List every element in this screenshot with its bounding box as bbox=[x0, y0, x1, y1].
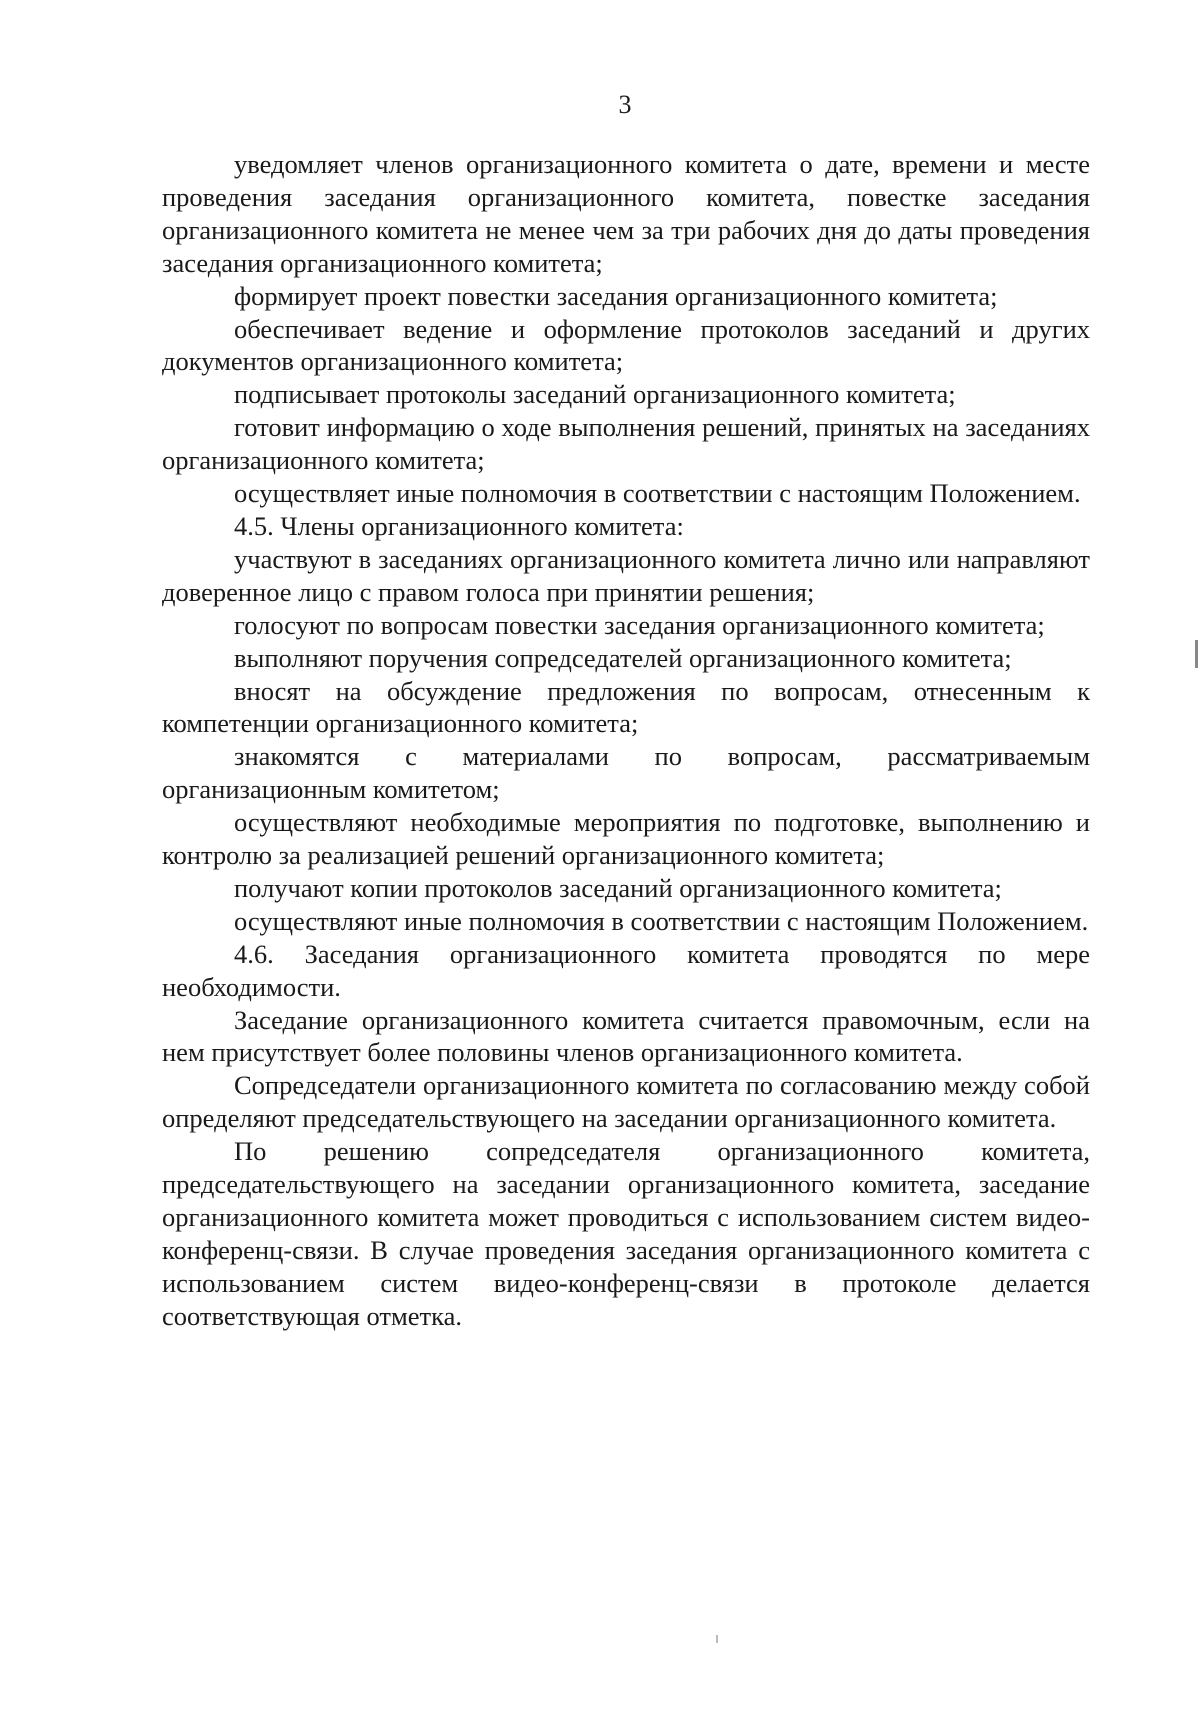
paragraph: Сопредседатели организационного комитета по согласованию между собой определяют председательствующего на заседании организационного комитета. bbox=[162, 1070, 1090, 1134]
paragraph: осуществляет иные полномочия в соответствии с настоящим Положением. bbox=[234, 478, 1081, 509]
paragraph: получают копии протоколов заседаний организационного комитета; bbox=[234, 872, 1002, 903]
scan-artifact bbox=[1195, 640, 1198, 668]
paragraph: знакомятся с материалами по вопросам, рассматриваемым организационным комитетом; bbox=[162, 741, 1090, 805]
section-4-6: 4.6. Заседания организационного комитета проводятся по мере необходимости. bbox=[162, 938, 1090, 1002]
scan-artifact bbox=[716, 1635, 718, 1643]
paragraph: вносят на обсуждение предложения по вопросам, отнесенным к компетенции организационного комитета; bbox=[162, 675, 1090, 739]
document-body bbox=[162, 148, 1090, 1333]
paragraph: осуществляют необходимые мероприятия по подготовке, выполнению и контролю за реализацией решений организационного комитета; bbox=[162, 807, 1090, 871]
paragraph: формирует проект повестки заседания организационного комитета; bbox=[234, 280, 998, 311]
paragraph: уведомляет членов организационного комитета о дате, времени и месте проведения заседания организационного комитета, повестке заседания организационного комитета не менее чем за три рабочих дня до даты проведения заседания организационного комитета; bbox=[162, 149, 1090, 278]
paragraph: Заседание организационного комитета считается правомочным, если на нем присутствует более половины членов организационного комитета. bbox=[162, 1004, 1090, 1068]
paragraph: выполняют поручения сопредседателей организационного комитета; bbox=[234, 642, 1012, 673]
paragraph: участвуют в заседаниях организационного комитета лично или направляют доверенное лицо с правом голоса при принятии решения; bbox=[162, 543, 1090, 607]
paragraph: готовит информацию о ходе выполнения решений, принятых на заседаниях организационного комитета; bbox=[162, 412, 1090, 476]
paragraph: осуществляют иные полномочия в соответствии с настоящим Положением. bbox=[234, 905, 1089, 936]
page-number: 3 bbox=[618, 90, 632, 119]
paragraph: По решению сопредседателя организационного комитета, председательствующего на заседании организационного комитета, заседание организационного комитета может проводиться с использованием систем видео-конференц-связи. В случае проведения заседания организационного комитета с использованием систем видео-конференц-связи в протоколе делается соответствующая отметка. bbox=[162, 1136, 1090, 1331]
paragraph: обеспечивает ведение и оформление протоколов заседаний и других документов организационного комитета; bbox=[162, 313, 1090, 377]
paragraph: голосуют по вопросам повестки заседания организационного комитета; bbox=[234, 609, 1045, 640]
paragraph: подписывает протоколы заседаний организационного комитета; bbox=[234, 379, 956, 410]
section-heading-4-5: 4.5. Члены организационного комитета: bbox=[234, 510, 684, 541]
